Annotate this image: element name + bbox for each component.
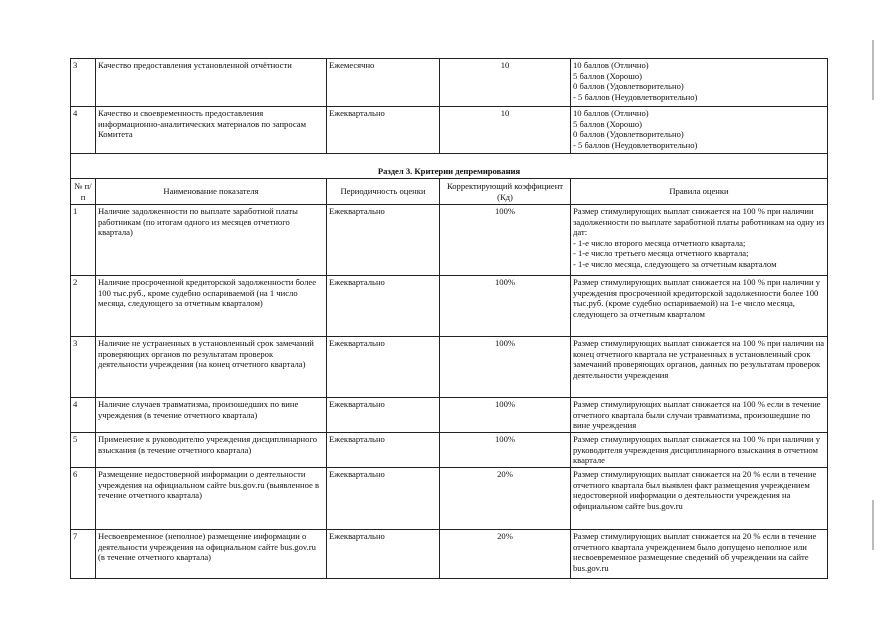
coefficient: 100%	[440, 205, 571, 276]
coefficient: 100%	[440, 276, 571, 337]
table-row	[71, 59, 828, 107]
table-row	[71, 530, 828, 579]
table-row	[71, 433, 828, 468]
coefficient: 100%	[440, 337, 571, 398]
indicator-name: Наличие задолженности по выплате заработной платы работникам (по итогам одного из месяцев отчетного квартала)	[96, 205, 327, 276]
coefficient: 10	[440, 59, 571, 107]
table-row	[71, 205, 828, 276]
scan-edge-mark	[872, 40, 874, 100]
coefficient: 100%	[440, 433, 571, 468]
table-row	[71, 107, 828, 154]
indicator-name: Применение к руководителю учреждения дисциплинарного взыскания (в течение отчетного квартала)	[96, 433, 327, 468]
evaluation-rules: Размер стимулирующих выплат снижается на 20 % если в течение отчетного квартала учреждением было допущено неполное или несвоевременное размещение сведений об учреждении на сайте bus.gov.ru	[571, 530, 828, 579]
table-row	[71, 337, 828, 398]
indicator-name: Несвоевременное (неполное) размещение информации о деятельности учреждения на официальном сайте bus.gov.ru (в течение отчетного квартала)	[96, 530, 327, 579]
evaluation-period: Ежеквартально	[327, 337, 440, 398]
indicator-name: Наличие случаев травматизма, произошедших по вине учреждения (в течение отчетного квартала)	[96, 398, 327, 433]
row-number: 4	[71, 107, 96, 154]
coefficient: 10	[440, 107, 571, 154]
coefficient: 20%	[440, 530, 571, 579]
evaluation-period: Ежеквартально	[327, 276, 440, 337]
evaluation-period: Ежеквартально	[327, 398, 440, 433]
evaluation-rules: Размер стимулирующих выплат снижается на 100 % при наличии задолженности по выплате заработной платы работникам на одну из дат: - 1-е число второго месяца отчетного квартала; - 1-е число третьего месяца отчетного квартала; - 1-е число месяца, следующего за отчетным кварталом	[571, 205, 828, 276]
evaluation-rules: Размер стимулирующих выплат снижается на 100 % при наличии на конец отчетного квартала не устраненных в установленный срок замечаний проверяющих органов, данных по результатам проверок деятельности учреждения	[571, 337, 828, 398]
indicator-name: Наличие просроченной кредиторской задолженности более 100 тыс.руб., кроме судебно оспариваемой (на 1 число месяца, следующего за отчетным кварталом)	[96, 276, 327, 337]
coefficient: 20%	[440, 468, 571, 530]
row-number: 4	[71, 398, 96, 433]
evaluation-period: Ежеквартально	[327, 107, 440, 154]
coefficient: 100%	[440, 398, 571, 433]
table-row	[71, 276, 828, 337]
evaluation-period: Ежемесячно	[327, 59, 440, 107]
indicator-name: Качество и своевременность предоставления информационно-аналитических материалов по запросам Комитета	[96, 107, 327, 154]
header-rules: Правила оценки	[571, 179, 828, 205]
row-number: 3	[71, 337, 96, 398]
table-row	[71, 468, 828, 530]
row-number: 3	[71, 59, 96, 107]
header-period: Периодичность оценки	[327, 179, 440, 205]
evaluation-period: Ежеквартально	[327, 530, 440, 579]
section-row	[71, 154, 828, 179]
evaluation-period: Ежеквартально	[327, 433, 440, 468]
evaluation-period: Ежеквартально	[327, 468, 440, 530]
evaluation-rules: 10 баллов (Отлично) 5 баллов (Хорошо) 0 баллов (Удовлетворительно) - 5 баллов (Неудовлетворительно)	[571, 59, 828, 107]
indicator-name: Размещение недостоверной информации о деятельности учреждения на официальном сайте bus.gov.ru (выявленное в течение отчетного квартала)	[96, 468, 327, 530]
row-number: 5	[71, 433, 96, 468]
header-num: № п/п	[71, 179, 96, 205]
scan-edge-mark	[872, 500, 874, 550]
row-number: 1	[71, 205, 96, 276]
row-number: 2	[71, 276, 96, 337]
table-header-row	[71, 179, 828, 205]
section-title: Раздел 3. Критерии депремирования	[71, 154, 828, 179]
evaluation-rules: Размер стимулирующих выплат снижается на 100 % при наличии у учреждения просроченной кредиторской задолженности более 100 тыс.руб. (кроме судебно оспариваемой) на 1-е число месяца, следующего за отчетным кварталом	[571, 276, 828, 337]
evaluation-period: Ежеквартально	[327, 205, 440, 276]
indicator-name: Наличие не устраненных в установленный срок замечаний проверяющих органов по результатам проверок деятельности учреждения (на конец отчетного квартала)	[96, 337, 327, 398]
indicator-name: Качество предоставления установленной отчётности	[96, 59, 327, 107]
criteria-table	[70, 58, 828, 579]
evaluation-rules: 10 баллов (Отлично) 5 баллов (Хорошо) 0 баллов (Удовлетворительно) - 5 баллов (Неудовлетворительно)	[571, 107, 828, 154]
evaluation-rules: Размер стимулирующих выплат снижается на 100 % если в течение отчетного квартала были случаи травматизма, произошедшие по вине учреждения	[571, 398, 828, 433]
row-number: 6	[71, 468, 96, 530]
row-number: 7	[71, 530, 96, 579]
header-name: Наименование показателя	[96, 179, 327, 205]
evaluation-rules: Размер стимулирующих выплат снижается на 20 % если в течение отчетного квартала был выявлен факт размещения учреждением недостоверной информации о деятельности учреждения на официальном сайте bus.gov.ru	[571, 468, 828, 530]
evaluation-rules: Размер стимулирующих выплат снижается на 100 % при наличии у руководителя учреждения дисциплинарного взыскания в отчетном квартале	[571, 433, 828, 468]
table-row	[71, 398, 828, 433]
header-coefficient: Корректирующий коэффициент (Кд)	[440, 179, 571, 205]
